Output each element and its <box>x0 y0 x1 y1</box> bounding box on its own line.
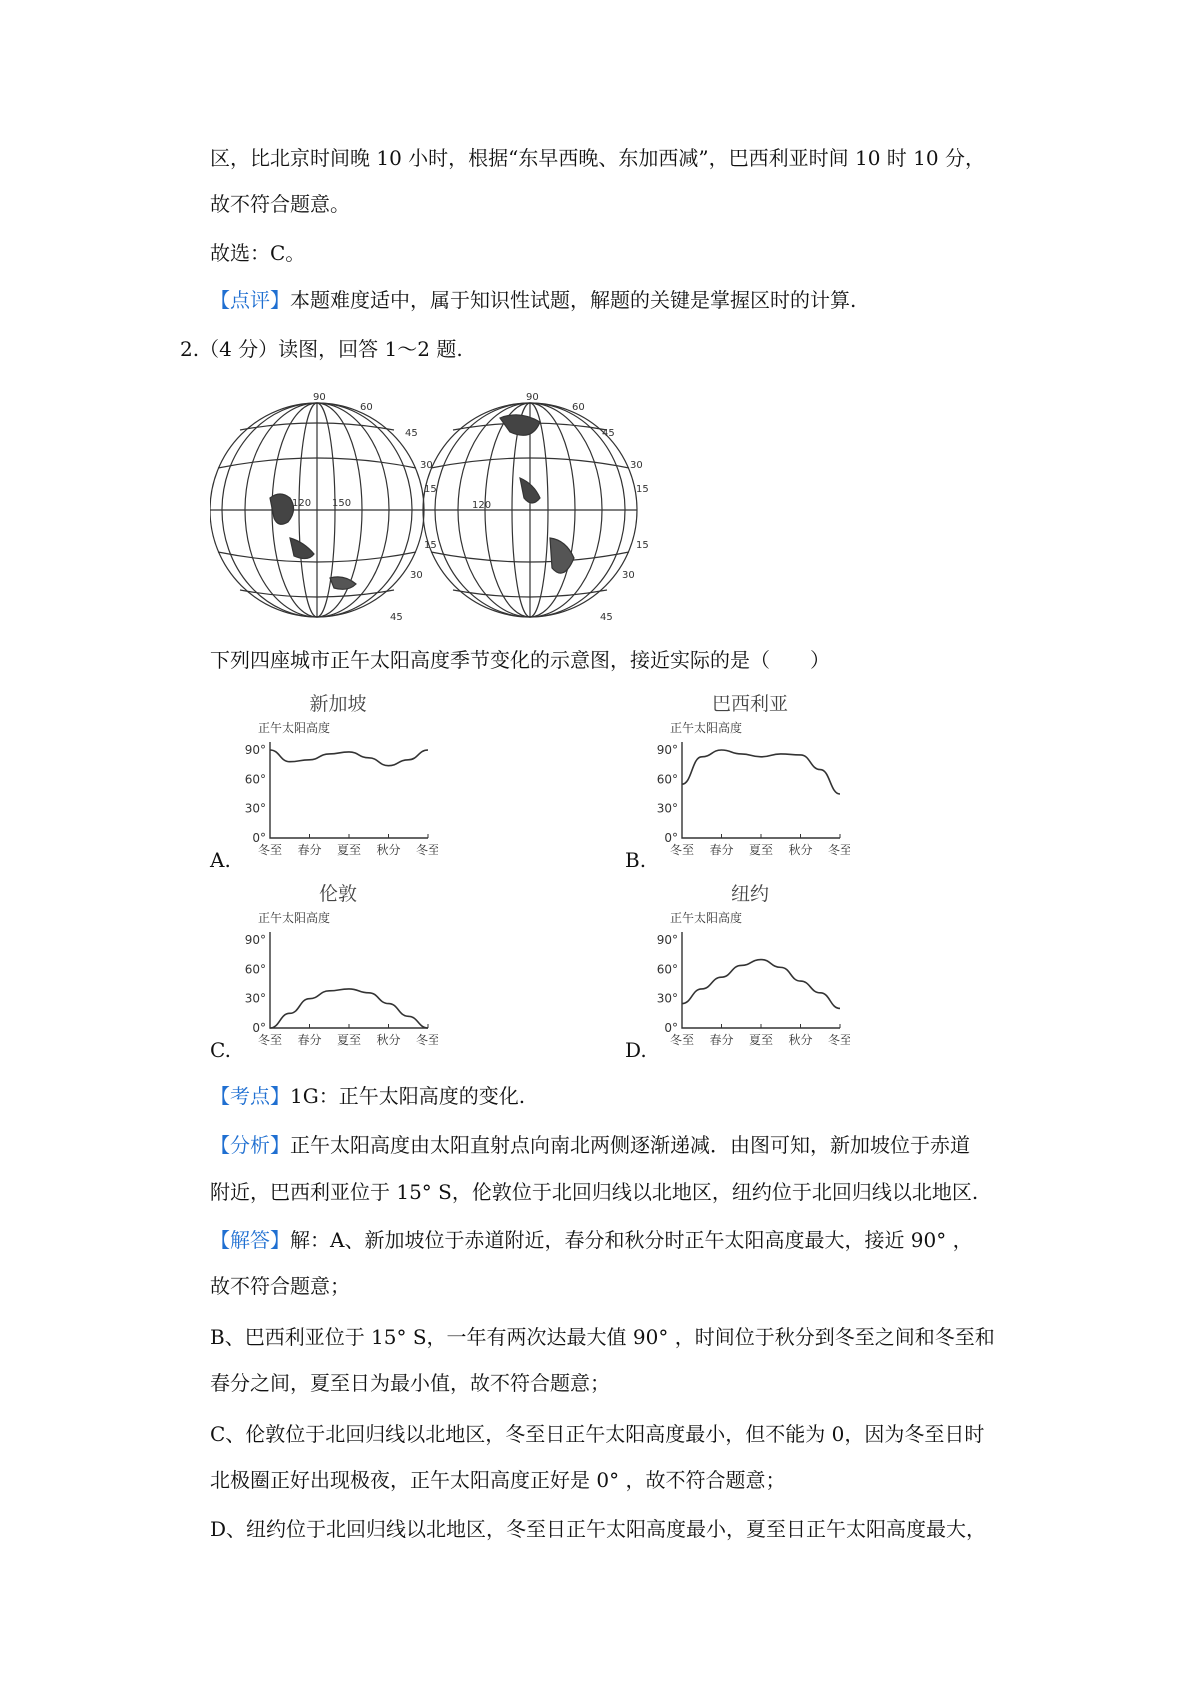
series-line <box>270 750 428 766</box>
y-tick-label: 60° <box>244 962 266 977</box>
option-b-label[interactable]: B. <box>625 848 647 872</box>
kaodian-text: 1G：正午太阳高度的变化. <box>290 1084 526 1108</box>
chart-axes <box>270 932 428 1028</box>
question-2-prompt: 下列四座城市正午太阳高度季节变化的示意图，接近实际的是（ ） <box>210 648 830 672</box>
y-tick-label: 0° <box>252 1021 266 1035</box>
fenxi-line-2: 附近，巴西利亚位于 15° S，伦敦位于北回归线以北地区，纽约位于北回归线以北地区. <box>210 1180 979 1204</box>
y-tick-label: 90° <box>656 933 678 947</box>
chart-axes <box>270 742 428 838</box>
y-tick-label: 90° <box>244 743 266 757</box>
globe-label: 60 <box>360 402 373 413</box>
y-tick-label: 60° <box>656 962 678 977</box>
x-tick-label: 秋分 <box>788 1033 813 1047</box>
globe-label: 60 <box>572 402 585 413</box>
kaodian-tag: 【考点】 <box>210 1084 290 1108</box>
x-tick-label: 冬至 <box>827 1033 850 1047</box>
y-tick-label: 0° <box>664 831 678 845</box>
globe-label: 30 <box>630 460 643 471</box>
globe-label: 120 <box>472 500 492 511</box>
x-tick-label: 春分 <box>709 1033 734 1047</box>
chart-ylabel: 正午太阳高度 <box>258 721 331 735</box>
c-line-1: C、伦敦位于北回归线以北地区，冬至日正午太阳高度最小，但不能为 0，因为冬至日时 <box>210 1422 985 1446</box>
globe-label: 150 <box>332 498 352 509</box>
fenxi-line-1 <box>210 1131 970 1159</box>
x-tick-label: 冬至 <box>415 1033 438 1047</box>
x-tick-label: 秋分 <box>788 843 813 857</box>
left-globe <box>210 403 424 617</box>
chart-ylabel: 正午太阳高度 <box>670 721 743 735</box>
option-d-label[interactable]: D. <box>625 1038 647 1062</box>
y-tick-label: 60° <box>244 772 266 787</box>
x-tick-label: 夏至 <box>336 843 362 857</box>
chart-ylabel: 正午太阳高度 <box>670 911 743 925</box>
comment-tag: 【点评】 <box>210 288 290 312</box>
chart-a <box>238 688 438 862</box>
chart-axes <box>682 932 840 1028</box>
chart-svg <box>650 878 850 1048</box>
chart-svg <box>238 688 438 858</box>
x-tick-label: 冬至 <box>827 843 850 857</box>
globe-label: 90 <box>526 392 539 403</box>
globe-label: 30 <box>420 460 433 471</box>
chart-ylabel: 正午太阳高度 <box>258 911 331 925</box>
x-tick-label: 秋分 <box>376 843 401 857</box>
b-line-1: B、巴西利亚位于 15° S，一年有两次达最大值 90° ，时间位于秋分到冬至之间和冬至和 <box>210 1325 995 1349</box>
y-tick-label: 30° <box>656 801 678 816</box>
x-tick-label: 夏至 <box>748 843 774 857</box>
y-tick-label: 90° <box>244 933 266 947</box>
globes-figure <box>210 388 650 638</box>
x-tick-label: 冬至 <box>415 843 438 857</box>
chart-d <box>650 878 850 1052</box>
x-tick-label: 冬至 <box>669 843 695 857</box>
globe-label: 45 <box>602 428 615 439</box>
text-line-1: 区，比北京时间晚 10 小时，根据“东早西晚、东加西减”，巴西利亚时间 10 时 10 分， <box>210 146 985 170</box>
globe-label: 120 <box>292 498 312 509</box>
x-tick-label: 春分 <box>709 843 734 857</box>
chart-b <box>650 688 850 862</box>
jieda-line-1 <box>210 1226 973 1254</box>
fenxi-text-1: 正午太阳高度由太阳直射点向南北两侧逐渐递减．由图可知，新加坡位于赤道 <box>290 1133 970 1157</box>
x-tick-label: 夏至 <box>748 1033 774 1047</box>
y-tick-label: 60° <box>656 772 678 787</box>
y-tick-label: 30° <box>656 991 678 1006</box>
jieda-tag: 【解答】 <box>210 1228 290 1252</box>
question-2-title: 2.（4 分）读图，回答 1～2 题. <box>180 337 463 361</box>
option-c-label[interactable]: C. <box>210 1038 231 1062</box>
x-tick-label: 夏至 <box>336 1033 362 1047</box>
x-tick-label: 冬至 <box>257 1033 283 1047</box>
x-tick-label: 冬至 <box>257 843 283 857</box>
jieda-text-1: 解：A、新加坡位于赤道附近，春分和秋分时正午太阳高度最大，接近 90° ， <box>290 1228 973 1252</box>
chart-title: 巴西利亚 <box>711 693 789 715</box>
chart-svg <box>238 878 438 1048</box>
y-tick-label: 0° <box>664 1021 678 1035</box>
chart-title: 新加坡 <box>309 693 367 715</box>
globe-label: 30 <box>622 570 635 581</box>
globe-label: 90 <box>313 392 326 403</box>
chart-c <box>238 878 438 1052</box>
globe-label: 45 <box>390 612 403 623</box>
y-tick-label: 30° <box>244 801 266 816</box>
y-tick-label: 0° <box>252 831 266 845</box>
globe-label: 45 <box>600 612 613 623</box>
globe-label: 45 <box>405 428 418 439</box>
globe-label: 15 <box>636 540 649 551</box>
comment-line <box>210 286 856 314</box>
y-tick-label: 90° <box>656 743 678 757</box>
x-tick-label: 春分 <box>297 1033 322 1047</box>
left-globe-labels <box>292 392 437 623</box>
chart-svg <box>650 688 850 858</box>
series-line <box>682 750 840 794</box>
option-a-label[interactable]: A. <box>210 848 231 872</box>
x-tick-label: 秋分 <box>376 1033 401 1047</box>
y-tick-label: 30° <box>244 991 266 1006</box>
x-tick-label: 冬至 <box>669 1033 695 1047</box>
answer-line: 故选：C。 <box>210 241 306 265</box>
globe-label: 15 <box>424 540 437 551</box>
jieda-line-2: 故不符合题意； <box>210 1274 350 1298</box>
series-line <box>682 960 840 1009</box>
series-line <box>270 989 428 1028</box>
x-tick-label: 春分 <box>297 843 322 857</box>
chart-title: 纽约 <box>730 883 770 905</box>
d-line-1: D、纽约位于北回归线以北地区，冬至日正午太阳高度最小，夏至日正午太阳高度最大， <box>210 1517 987 1541</box>
globe-label: 30 <box>410 570 423 581</box>
kaodian-line <box>210 1082 525 1110</box>
text-line-2: 故不符合题意。 <box>210 192 350 216</box>
chart-title: 伦敦 <box>318 883 358 905</box>
c-line-2: 北极圈正好出现极夜，正午太阳高度正好是 0° ，故不符合题意； <box>210 1468 786 1492</box>
fenxi-tag: 【分析】 <box>210 1133 290 1157</box>
comment-text: 本题难度适中，属于知识性试题，解题的关键是掌握区时的计算. <box>290 288 857 312</box>
globe-label: 15 <box>636 484 649 495</box>
globe-label: 15 <box>424 484 437 495</box>
b-line-2: 春分之间，夏至日为最小值，故不符合题意； <box>210 1371 610 1395</box>
